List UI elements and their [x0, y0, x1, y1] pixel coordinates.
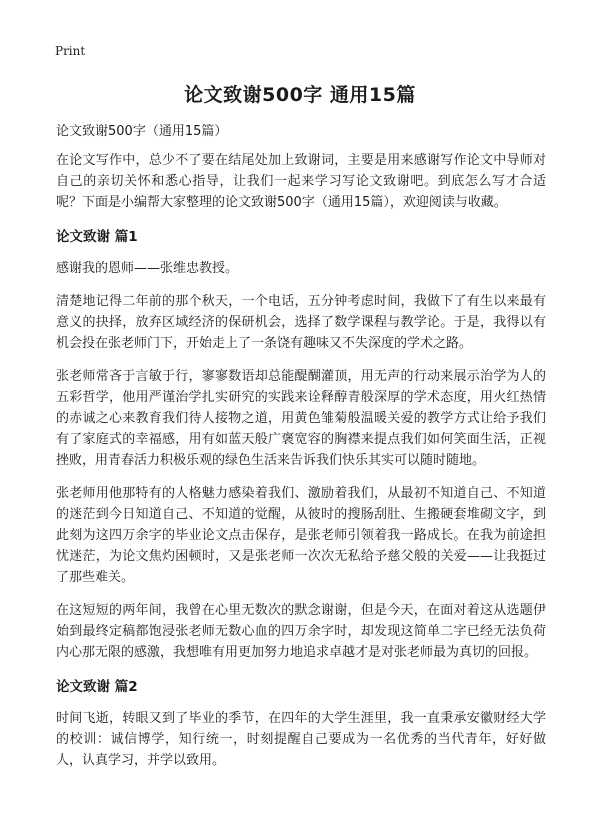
section-heading: 论文致谢 篇1: [56, 229, 138, 245]
section-paragraph: 张老师用他那特有的人格魅力感染着我们、激励着我们，从最初不知道自己、不知道的迷茫到今日知道自己、不知道的觉醒，从彼时的搜肠刮肚、生搬硬套堆砌文字，到此刻为这四万余字的毕业论文点击保存，是张老师引领着我一路成长。在我为前途担忧迷茫，为论文焦灼困顿时，又是张老师一次次无私给予慈父般的关爱——让我挺过了那些难关。: [56, 486, 546, 585]
document-body: [56, 150, 546, 783]
section-paragraph: 感谢我的恩师——张维忠教授。: [56, 261, 239, 276]
intro-paragraph: 在论文写作中，总少不了要在结尾处加上致谢词，主要是用来感谢写作论文中导师对自己的亲切关怀和悉心指导，让我们一起来学习写论文致谢吧。到底怎么写才合适呢？下面是小编帮大家整理的论文致谢500字（通用15篇），欢迎阅读与收藏。: [56, 153, 546, 210]
document-subtitle: 论文致谢500字（通用15篇）: [56, 124, 228, 139]
print-label[interactable]: Print: [55, 44, 86, 58]
section-paragraph: 时间飞逝，转眼又到了毕业的季节，在四年的大学生涯里，我一直秉承安徽财经大学的校训：诚信博学，知行统一，时刻提醒自己要成为一名优秀的当代青年，好好做人，认真学习，并学以致用。: [56, 711, 546, 768]
section-paragraph: 清楚地记得二年前的那个秋天，一个电话，五分钟考虑时间，我做下了有生以来最有意义的抉择，放弃区域经济的保研机会，选择了数学课程与教学论。于是，我得以有机会投在张老师门下，开始走上了一条饶有趣味又不失深度的学术之路。: [56, 294, 546, 351]
section-heading: 论文致谢 篇2: [56, 679, 138, 695]
document-title: 论文致谢500字 通用15篇: [184, 84, 416, 106]
section-paragraph: 在这短短的两年间，我曾在心里无数次的默念谢谢，但是今天，在面对着这从选题伊始到最终定稿都饱浸张老师无数心血的四万余字时，却发现这简单二字已经无法负荷内心那无限的感激，我想唯有用更加努力地追求卓越才是对张老师最为真切的回报。: [56, 603, 546, 660]
section-paragraph: 张老师常吝于言敏于行，寥寥数语却总能醍醐灌顶，用无声的行动来展示治学为人的五彩哲学，他用严谨治学扎实研究的实践来诠释醇青般深厚的学术态度，用火红热情的赤诚之心来教育我们待人接物之道，用黄色雏菊般温暖关爱的教学方式让给予我们有了家庭式的幸福感，用有如蓝天般广褒宽容的胸襟来提点我们如何笑面生活，正视挫败，用青春活力积极乐观的绿色生活来告诉我们快乐其实可以随时随地。: [56, 369, 546, 468]
